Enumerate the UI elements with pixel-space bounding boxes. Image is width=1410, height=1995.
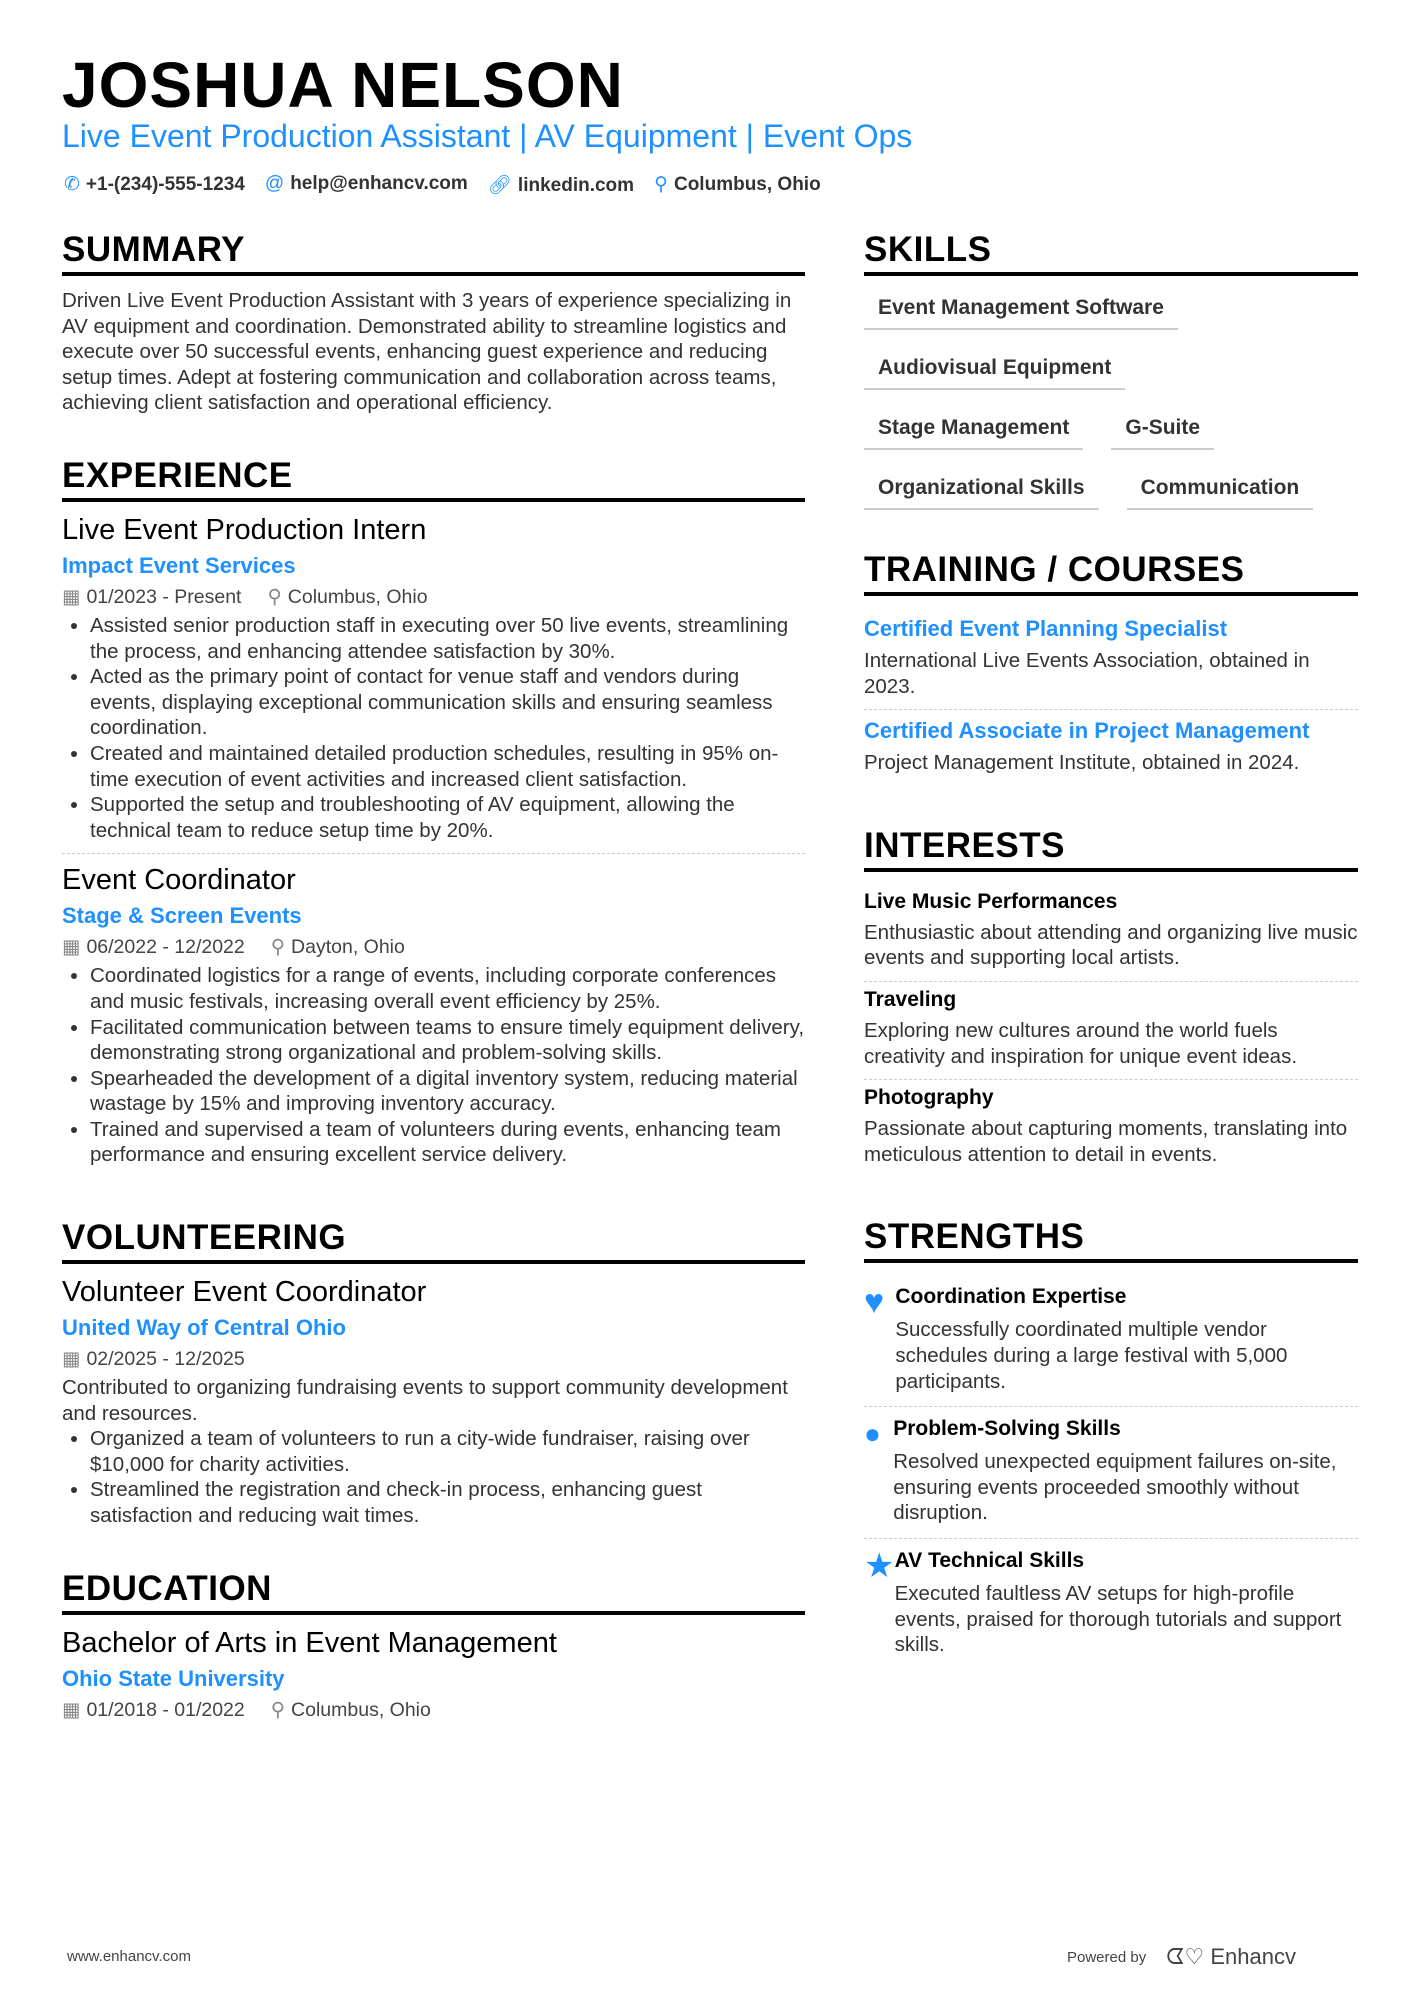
course-entry: [864, 710, 1358, 786]
job-bullet: • Trained and supervised a team of volunteers during events, enhancing team performance and ensuring excellent service delivery.: [90, 1117, 805, 1168]
volunteer-org: United Way of Central Ohio: [62, 1315, 346, 1341]
job-bullet: • Acted as the primary point of contact for venue staff and vendors during events, displaying exceptional communication skills and ensuring seamless coordination.: [90, 664, 805, 741]
course-detail: Project Management Institute, obtained in 2024.: [864, 751, 1300, 775]
location-text: Columbus, Ohio: [673, 174, 821, 195]
volunteer-description: Contributed to organizing fundraising events to support community development and resources.: [62, 1376, 788, 1425]
email-text[interactable]: help@enhancv.com: [290, 173, 468, 194]
logo-icon: ᗧ♡: [1166, 1944, 1211, 1969]
volunteering-section: [62, 1218, 805, 1529]
strength-entry: [864, 1275, 1358, 1407]
job-dates: [62, 585, 241, 609]
contact-location: [654, 173, 821, 197]
section-heading: STRENGTHS: [864, 1217, 1358, 1263]
contact-email[interactable]: [265, 173, 468, 197]
volunteer-role: Volunteer Event Coordinator: [62, 1276, 427, 1309]
strength-title: Coordination Expertise: [895, 1285, 1127, 1309]
job-role: Live Event Production Intern: [62, 513, 427, 546]
section-heading: SUMMARY: [62, 230, 805, 276]
volunteer-dates: [62, 1347, 245, 1371]
skill-tag: Audiovisual Equipment: [864, 350, 1125, 390]
skill-tag: Event Management Software: [864, 290, 1178, 330]
job-location: [267, 585, 427, 609]
strength-detail: Executed faultless AV setups for high-profile events, praised for thorough tutorials and support skills.: [894, 1581, 1342, 1657]
strength-title: Problem-Solving Skills: [893, 1417, 1121, 1441]
heart-icon: ♥: [864, 1283, 885, 1322]
strength-entry: [864, 1407, 1358, 1539]
job-bullet: • Assisted senior production staff in executing over 50 live events, streamlining the process, and enhancing attendee satisfaction by 30%.: [90, 613, 805, 664]
calendar-icon: ▦: [62, 585, 81, 608]
candidate-title: Live Event Production Assistant | AV Equipment | Event Ops: [62, 118, 913, 154]
interest-entry: [864, 884, 1358, 982]
section-heading: SKILLS: [864, 230, 1358, 276]
education-dates: [62, 1698, 245, 1722]
footer-powered: [1067, 1944, 1296, 1970]
job-entry: [62, 514, 805, 854]
location-pin-icon: ⚲: [270, 1698, 286, 1721]
skill-tag: Stage Management: [864, 410, 1083, 450]
linkedin-text[interactable]: linkedin.com: [517, 175, 635, 196]
contact-linkedin[interactable]: [488, 173, 634, 197]
calendar-icon: ▦: [62, 1348, 81, 1371]
location-pin-icon: ⚲: [267, 585, 282, 608]
link-icon: 🔗︎: [487, 175, 512, 196]
section-heading: INTERESTS: [864, 826, 1358, 872]
interest-title: Live Music Performances: [864, 889, 1118, 913]
skill-tag: G-Suite: [1111, 410, 1214, 450]
interest-entry: [864, 1080, 1358, 1177]
candidate-name: JOSHUA NELSON: [62, 49, 624, 121]
at-icon: @: [264, 173, 285, 194]
calendar-icon: ▦: [62, 1698, 81, 1721]
head-icon: ●: [864, 1418, 881, 1450]
education-section: [62, 1569, 805, 1722]
summary-text: Driven Live Event Production Assistant with 3 years of experience specializing in AV equipment and coordination. Demonstrated ability to streamline logistics and execute over 50 successful events, enhancing guest experience and reducing setup times. Adept at fostering communication and collaboration across teams, achieving client satisfaction and operational efficiency.: [62, 289, 792, 415]
skill-tag: Organizational Skills: [864, 470, 1099, 510]
section-heading: EDUCATION: [62, 1569, 805, 1615]
contact-bar: [64, 173, 821, 197]
job-bullet: • Created and maintained detailed production schedules, resulting in 95% on-time execution of event activities and increased client satisfaction.: [90, 741, 805, 792]
interest-entry: [864, 982, 1358, 1080]
skills-section: [864, 230, 1358, 510]
dates-text: 01/2018 - 01/2022: [86, 1698, 245, 1721]
interest-title: Photography: [864, 1086, 994, 1110]
location-pin-icon: ⚲: [270, 936, 286, 959]
location-pin-icon: ⚲: [654, 174, 668, 195]
powered-by-text: Powered by: [1067, 1948, 1147, 1966]
strength-entry: [864, 1539, 1358, 1670]
strengths-section: [864, 1217, 1358, 1669]
degree: Bachelor of Arts in Event Management: [62, 1626, 557, 1659]
course-entry: [864, 608, 1358, 710]
volunteer-bullet: • Streamlined the registration and check-in process, enhancing guest satisfaction and reducing wait times.: [90, 1477, 805, 1528]
summary-section: [62, 230, 805, 416]
section-heading: VOLUNTEERING: [62, 1218, 805, 1264]
calendar-icon: ▦: [62, 936, 81, 959]
section-heading: TRAINING / COURSES: [864, 550, 1358, 596]
volunteer-bullet: • Organized a team of volunteers to run a city-wide fundraiser, raising over $10,000 for charity activities.: [90, 1426, 805, 1477]
dates-text: 06/2022 - 12/2022: [86, 936, 245, 959]
interest-detail: Passionate about capturing moments, translating into meticulous attention to detail in events.: [864, 1117, 1348, 1166]
interests-section: [864, 826, 1358, 1178]
course-detail: International Live Events Association, obtained in 2023.: [864, 649, 1310, 698]
job-role: Event Coordinator: [62, 864, 296, 897]
contact-phone: [64, 173, 245, 197]
skill-tag: Communication: [1127, 470, 1314, 510]
section-heading: EXPERIENCE: [62, 456, 805, 502]
strength-title: AV Technical Skills: [894, 1548, 1085, 1572]
job-location: [271, 935, 405, 959]
job-bullet: • Coordinated logistics for a range of events, including corporate conferences and music festivals, increasing overall event efficiency by 25%.: [90, 963, 805, 1014]
location-text: Columbus, Ohio: [287, 585, 428, 608]
strength-detail: Resolved unexpected equipment failures on-site, ensuring events proceeded smoothly without disruption.: [893, 1450, 1337, 1525]
phone-icon: ✆: [64, 174, 80, 195]
job-dates: [62, 935, 245, 959]
training-section: [864, 550, 1358, 786]
job-company: Stage & Screen Events: [62, 903, 302, 929]
footer-website[interactable]: www.enhancv.com: [67, 1948, 191, 1965]
job-company: Impact Event Services: [62, 552, 296, 578]
course-title: Certified Associate in Project Management: [864, 718, 1310, 744]
dates-text: 01/2023 - Present: [86, 585, 242, 608]
phone-text: +1-(234)-555-1234: [85, 174, 245, 195]
job-bullet: • Spearheaded the development of a digital inventory system, reducing material wastage by 15% and improving inventory accuracy.: [90, 1066, 805, 1117]
interest-detail: Enthusiastic about attending and organizing live music events and supporting local artists.: [864, 920, 1358, 970]
brand-text: Enhancv: [1210, 1944, 1296, 1969]
job-bullet: • Facilitated communication between teams to ensure timely equipment delivery, demonstrating strong organizational and problem-solving skills.: [90, 1015, 805, 1066]
location-text: Columbus, Ohio: [291, 1698, 431, 1721]
strength-detail: Successfully coordinated multiple vendor schedules during a large festival with 5,000 participants.: [895, 1318, 1288, 1393]
experience-section: [62, 456, 805, 1178]
dates-text: 02/2025 - 12/2025: [86, 1348, 245, 1371]
interest-detail: Exploring new cultures around the world fuels creativity and inspiration for unique event ideas.: [864, 1018, 1298, 1068]
star-icon: ★: [864, 1546, 895, 1585]
job-entry: [62, 864, 805, 1178]
location-text: Dayton, Ohio: [291, 936, 405, 959]
job-bullet: • Supported the setup and troubleshooting of AV equipment, allowing the technical team to reduce setup time by 20%.: [90, 792, 805, 843]
interest-title: Traveling: [864, 987, 957, 1011]
enhancv-logo: [1166, 1944, 1296, 1970]
education-location: [271, 1698, 431, 1722]
course-title: Certified Event Planning Specialist: [864, 616, 1228, 641]
school: Ohio State University: [62, 1665, 285, 1691]
